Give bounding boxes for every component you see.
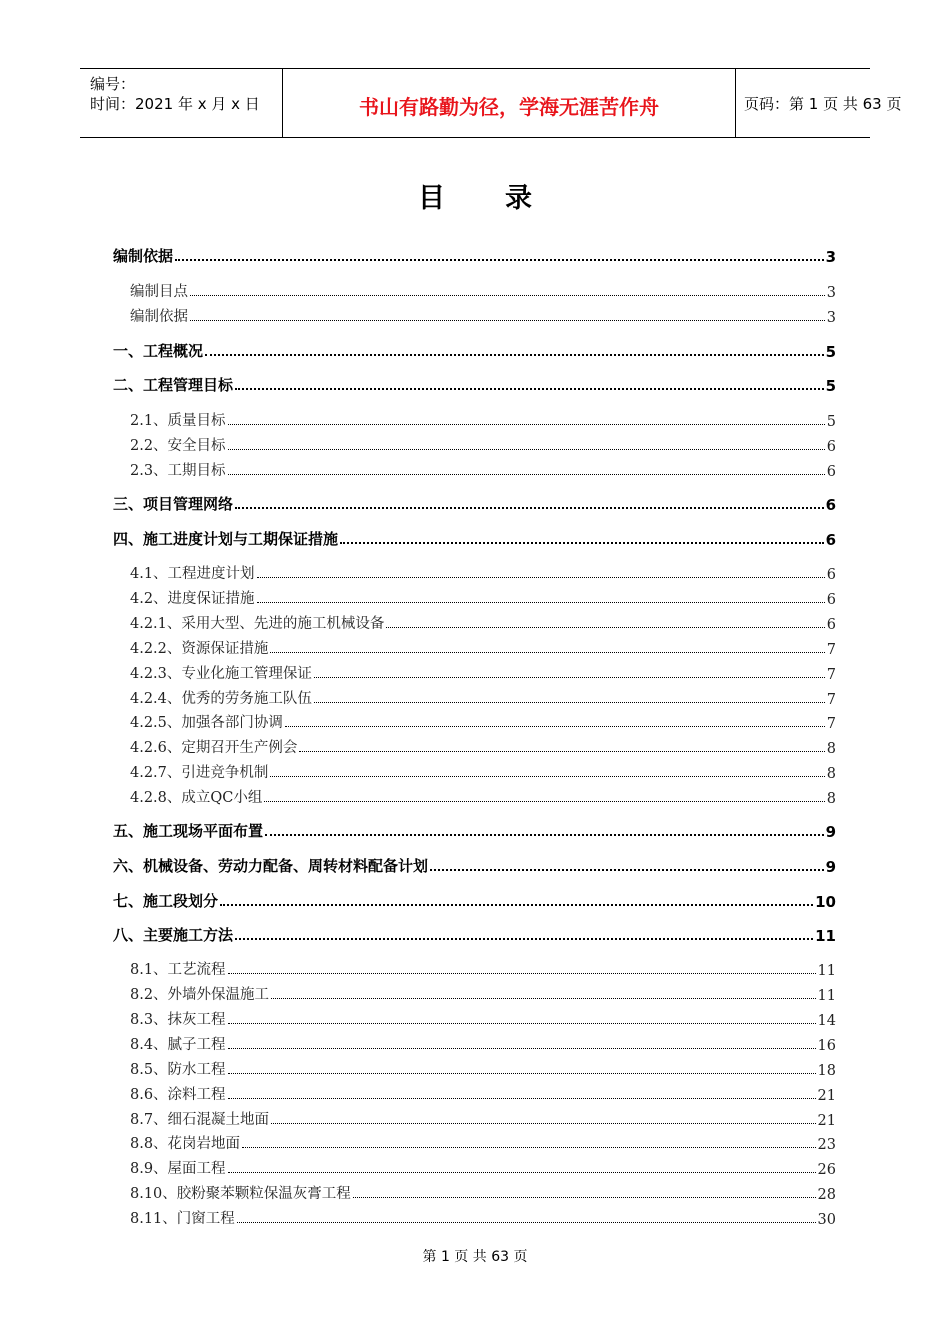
toc-entry-page-number: 3	[825, 248, 836, 266]
toc-leader-dots	[235, 506, 824, 509]
toc-entry[interactable]	[113, 492, 836, 514]
toc-entry-page-number: 14	[817, 1013, 836, 1029]
toc-entry-page-number: 21	[817, 1088, 836, 1104]
toc-entry-label: 4.2.7、引进竞争机制	[130, 765, 269, 781]
toc-entry-label: 三、项目管理网络	[113, 495, 234, 513]
toc-entry-label: 4.2.6、定期召开生产例会	[130, 740, 298, 756]
toc-entry-label: 8.9、屋面工程	[130, 1161, 226, 1177]
toc-entry[interactable]	[113, 661, 836, 683]
toc-leader-dots	[190, 294, 825, 296]
toc-entry[interactable]	[113, 1156, 836, 1178]
header-meta	[80, 69, 282, 137]
toc-entry-label: 二、工程管理目标	[113, 376, 234, 394]
toc-entry[interactable]	[113, 339, 836, 361]
toc-leader-dots	[270, 651, 824, 653]
toc-entry-label: 8.1、工艺流程	[130, 962, 226, 978]
toc-leader-dots	[314, 701, 825, 703]
toc-entry[interactable]	[113, 1181, 836, 1203]
toc-entry[interactable]	[113, 1057, 836, 1079]
toc-entry[interactable]	[113, 957, 836, 979]
toc-entry-page-number: 9	[825, 858, 836, 876]
toc-entry-page-number: 26	[817, 1162, 836, 1178]
toc-entry[interactable]	[113, 1007, 836, 1029]
toc-entry-page-number: 18	[817, 1063, 836, 1079]
toc-entry-page-number: 7	[826, 667, 836, 683]
toc-entry-label: 4.1、工程进度计划	[130, 566, 255, 582]
toc-entry[interactable]	[113, 923, 836, 945]
toc-leader-dots	[237, 1221, 816, 1223]
document-number-label: 编号：	[90, 75, 136, 93]
toc-entry-page-number: 6	[826, 617, 836, 633]
toc-leader-dots	[430, 868, 824, 871]
toc-entry[interactable]	[113, 785, 836, 807]
toc-entry-label: 编制依据	[130, 309, 188, 325]
toc-entry-page-number: 6	[826, 592, 836, 608]
toc-entry-page-number: 28	[817, 1187, 836, 1203]
toc-entry-label: 4.2.4、优秀的劳务施工队伍	[130, 691, 312, 707]
toc-entry-label: 五、施工现场平面布置	[113, 822, 264, 840]
toc-leader-dots	[257, 601, 825, 603]
toc-leader-dots	[175, 258, 824, 261]
toc-entry-page-number: 6	[825, 531, 836, 549]
header-motto: 书山有路勤为径，学海无涯苦作舟	[359, 95, 659, 119]
toc-entry-label: 4.2.5、加强各部门协调	[130, 715, 283, 731]
toc-entry-page-number: 5	[825, 377, 836, 395]
toc-entry-label: 8.7、细石混凝土地面	[130, 1112, 270, 1128]
toc-entry-label: 2.3、工期目标	[130, 463, 226, 479]
toc-entry-label: 编制依据	[113, 247, 174, 265]
toc-entry[interactable]	[113, 458, 836, 480]
toc-entry[interactable]	[113, 1206, 836, 1228]
toc-entry-label: 四、施工进度计划与工期保证措施	[113, 530, 339, 548]
toc-entry[interactable]	[113, 710, 836, 732]
toc-leader-dots	[228, 473, 825, 475]
toc-leader-dots	[265, 833, 824, 836]
toc-entry-page-number: 7	[826, 692, 836, 708]
toc-leader-dots	[228, 972, 816, 974]
toc-entry-page-number: 16	[817, 1038, 836, 1054]
toc-leader-dots	[205, 353, 824, 356]
toc-leader-dots	[271, 997, 815, 999]
toc-leader-dots	[235, 387, 824, 390]
header-motto-cell	[282, 69, 736, 137]
toc-entry-page-number: 3	[826, 285, 836, 301]
toc-entry-label: 4.2、进度保证措施	[130, 591, 255, 607]
toc-entry[interactable]	[113, 527, 836, 549]
toc-entry-label: 4.2.8、成立QC小组	[130, 790, 263, 806]
toc-leader-dots	[299, 750, 824, 752]
toc-entry-page-number: 6	[826, 464, 836, 480]
toc-entry-page-number: 8	[826, 766, 836, 782]
toc-entry-label: 8.6、涂料工程	[130, 1087, 226, 1103]
toc-entry-label: 一、工程概况	[113, 342, 204, 360]
page-footer: 第 1 页 共 63 页	[422, 1249, 528, 1265]
toc-entry[interactable]	[113, 611, 836, 633]
toc-entry-label: 2.2、安全目标	[130, 438, 226, 454]
toc-leader-dots	[264, 800, 824, 802]
toc-leader-dots	[242, 1146, 815, 1148]
toc-entry[interactable]	[113, 561, 836, 583]
toc-leader-dots	[220, 903, 813, 906]
toc-leader-dots	[340, 541, 824, 544]
toc-entry-label: 8.3、抹灰工程	[130, 1012, 226, 1028]
toc-entry-page-number: 11	[817, 963, 836, 979]
toc-entry-page-number: 23	[817, 1137, 836, 1153]
toc-entry-page-number: 7	[826, 642, 836, 658]
header-page-cell	[734, 69, 902, 137]
toc-entry[interactable]	[113, 1032, 836, 1054]
toc-entry-page-number: 5	[825, 343, 836, 361]
toc-entry-label: 4.2.1、采用大型、先进的施工机械设备	[130, 616, 385, 632]
toc-leader-dots	[228, 1072, 816, 1074]
toc-entry[interactable]	[113, 586, 836, 608]
toc-entry-page-number: 11	[815, 927, 836, 945]
toc-entry-label: 2.1、质量目标	[130, 413, 226, 429]
toc-entry[interactable]	[113, 244, 836, 266]
toc-entry-page-number: 10	[815, 893, 836, 911]
toc-entry-page-number: 3	[826, 310, 836, 326]
toc-leader-dots	[228, 448, 825, 450]
header-page-info: 页码：第 1 页 共 63 页	[744, 95, 902, 113]
toc-entry[interactable]	[113, 1082, 836, 1104]
toc-entry-label: 8.4、腻子工程	[130, 1037, 226, 1053]
toc-entry[interactable]	[113, 1107, 836, 1129]
toc-leader-dots	[285, 725, 825, 727]
toc-entry[interactable]	[113, 408, 836, 430]
toc-entry[interactable]	[113, 854, 836, 876]
toc-entry[interactable]	[113, 819, 836, 841]
toc-entry-page-number: 6	[825, 496, 836, 514]
toc-entry[interactable]	[113, 279, 836, 301]
toc-entry-label: 8.2、外墙外保温施工	[130, 987, 270, 1003]
toc-leader-dots	[228, 1097, 816, 1099]
toc-leader-dots	[353, 1196, 816, 1198]
toc-leader-dots	[314, 676, 825, 678]
toc-entry-label: 8.11、门窗工程	[130, 1211, 235, 1227]
toc-entry-label: 编制目点	[130, 284, 188, 300]
toc-entry[interactable]	[113, 760, 836, 782]
toc-leader-dots	[228, 423, 825, 425]
toc-entry-label: 六、机械设备、劳动力配备、周转材料配备计划	[113, 857, 429, 875]
toc-leader-dots	[270, 775, 824, 777]
toc-entry[interactable]	[113, 735, 836, 757]
toc-leader-dots	[257, 576, 825, 578]
toc-entry-page-number: 7	[826, 716, 836, 732]
toc-entry[interactable]	[113, 304, 836, 326]
toc-entry[interactable]	[113, 982, 836, 1004]
page-title: 目录	[418, 183, 592, 214]
toc-entry[interactable]	[113, 889, 836, 911]
toc-entry-page-number: 6	[826, 439, 836, 455]
toc-entry-label: 8.10、胶粉聚苯颗粒保温灰膏工程	[130, 1186, 351, 1202]
toc-entry-label: 8.8、花岗岩地面	[130, 1136, 241, 1152]
toc-entry[interactable]	[113, 433, 836, 455]
page-header	[80, 68, 902, 138]
toc-entry[interactable]	[113, 686, 836, 708]
toc-entry-page-number: 21	[817, 1113, 836, 1129]
toc-entry-page-number: 6	[826, 567, 836, 583]
toc-entry-label: 七、施工段划分	[113, 892, 219, 910]
toc-entry-page-number: 11	[817, 988, 836, 1004]
toc-entry[interactable]	[113, 373, 836, 395]
toc-entry[interactable]	[113, 1131, 836, 1153]
toc-leader-dots	[386, 626, 824, 628]
toc-entry-page-number: 8	[826, 791, 836, 807]
toc-entry[interactable]	[113, 636, 836, 658]
document-date: 时间：2021 年 x 月 x 日	[90, 95, 260, 113]
toc-entry-label: 4.2.3、专业化施工管理保证	[130, 666, 312, 682]
toc-leader-dots	[228, 1171, 816, 1173]
toc-entry-label: 八、主要施工方法	[113, 926, 234, 944]
toc-entry-label: 4.2.2、资源保证措施	[130, 641, 269, 657]
toc-entry-page-number: 30	[817, 1212, 836, 1228]
toc-entry-page-number: 9	[825, 823, 836, 841]
toc-leader-dots	[228, 1047, 816, 1049]
toc-leader-dots	[235, 937, 813, 940]
toc-leader-dots	[228, 1022, 816, 1024]
toc-entry-label: 8.5、防水工程	[130, 1062, 226, 1078]
toc-entry-page-number: 5	[826, 414, 836, 430]
toc-leader-dots	[190, 319, 825, 321]
toc-leader-dots	[271, 1122, 815, 1124]
toc-entry-page-number: 8	[826, 741, 836, 757]
